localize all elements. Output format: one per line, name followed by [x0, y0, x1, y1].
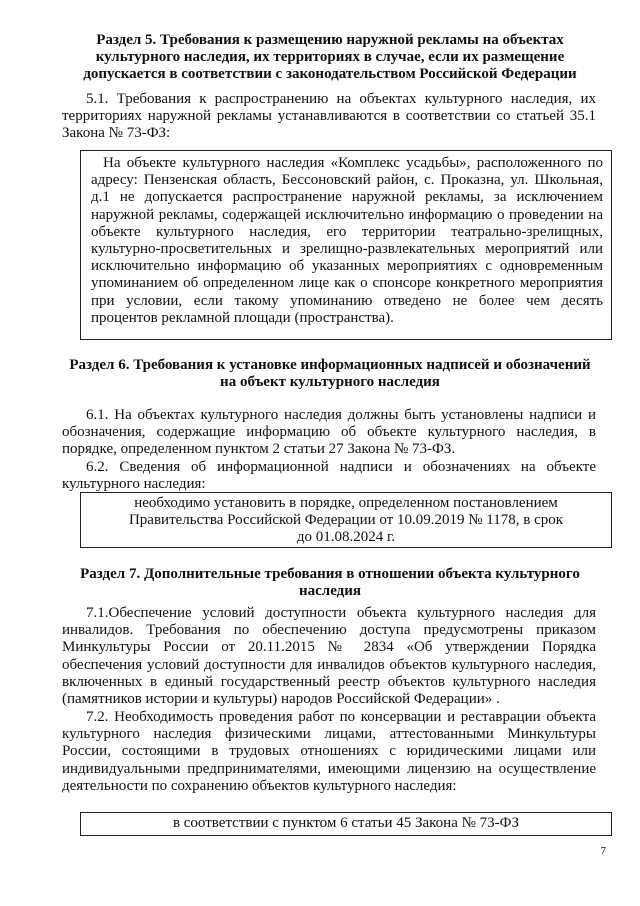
paragraph-7-1: 7.1.Обеспечение условий доступности объекта культурного наследия для инвалидов. Требования по обеспечению доступа предусмотрены приказом Минкультуры России от 20.11.2015 № 2834 «Об утверждении Порядка обеспечения условий доступности для инвалидов объектов культурного наследия, включенных в единый государственный реестр объектов культурного наследия (памятников истории и культуры) народов Российской Федерации» . [62, 605, 596, 708]
section-6-box-text: необходимо установить в порядке, определенном постановлением Правительства Российской Федерации от 10.09.2019 № 1178, в срок до 01.08.2024 г. [128, 495, 564, 546]
page-number: 7 [600, 845, 606, 857]
paragraph-5-1: 5.1. Требования к распространению на объектах культурного наследия, их территориях наружной рекламы устанавливаются в соответствии со статьей 35.1 Закона № 73-ФЗ: [62, 91, 596, 142]
section-7-heading: Раздел 7. Дополнительные требования в отношении объекта культурного наследия [80, 566, 580, 599]
section-5-box-text: На объекте культурного наследия «Комплекс усадьбы», расположенного по адресу: Пензенская область, Бессоновский район, с. Проказна, ул. Школьная, д.1 не допускается распространение наружной рекламы, за исключением наружной рекламы, содержащей исключительно информацию о проведении на объекте культурного наследия, его территории театрально-зрелищных, культурно-просветительных и зрелищно-развлекательных мероприятий или исключительно информацию об указанных мероприятиях с одновременным упоминанием об определенном лице как о спонсоре конкретного мероприятия при условии, если такому упоминанию отведено не более чем десять процентов рекламной площади (пространства). [91, 155, 603, 326]
section-6-heading: Раздел 6. Требования к установке информационных надписей и обозначений на объект культурного наследия [69, 357, 591, 390]
section-5-heading: Раздел 5. Требования к размещению наружной рекламы на объектах культурного наследия, их территориях в случае, если их размещение допускается в соответствии с законодательством Российской Федерации [83, 32, 577, 82]
section-7-box [80, 812, 612, 836]
section-6-box [80, 492, 612, 548]
paragraph-6-1: 6.1. На объектах культурного наследия должны быть установлены надписи и обозначения, содержащие информацию об объекте культурного наследия, в порядке, определенном пунктом 2 статьи 27 Закона № 73-ФЗ. [62, 407, 596, 458]
section-5-box [80, 150, 612, 340]
paragraph-7-2: 7.2. Необходимость проведения работ по консервации и реставрации объекта культурного наследия физическими лицами, аттестованными Минкультуры России, состоящими в трудовых отношениях с юридическими лицами или индивидуальными предпринимателями, имеющими лицензию на осуществление деятельности по сохранению объектов культурного наследия: [62, 709, 596, 794]
section-7-box-text: в соответствии с пунктом 6 статьи 45 Закона № 73-ФЗ [172, 815, 520, 831]
paragraph-6-2: 6.2. Сведения об информационной надписи и обозначениях на объекте культурного наследия: [62, 459, 596, 493]
